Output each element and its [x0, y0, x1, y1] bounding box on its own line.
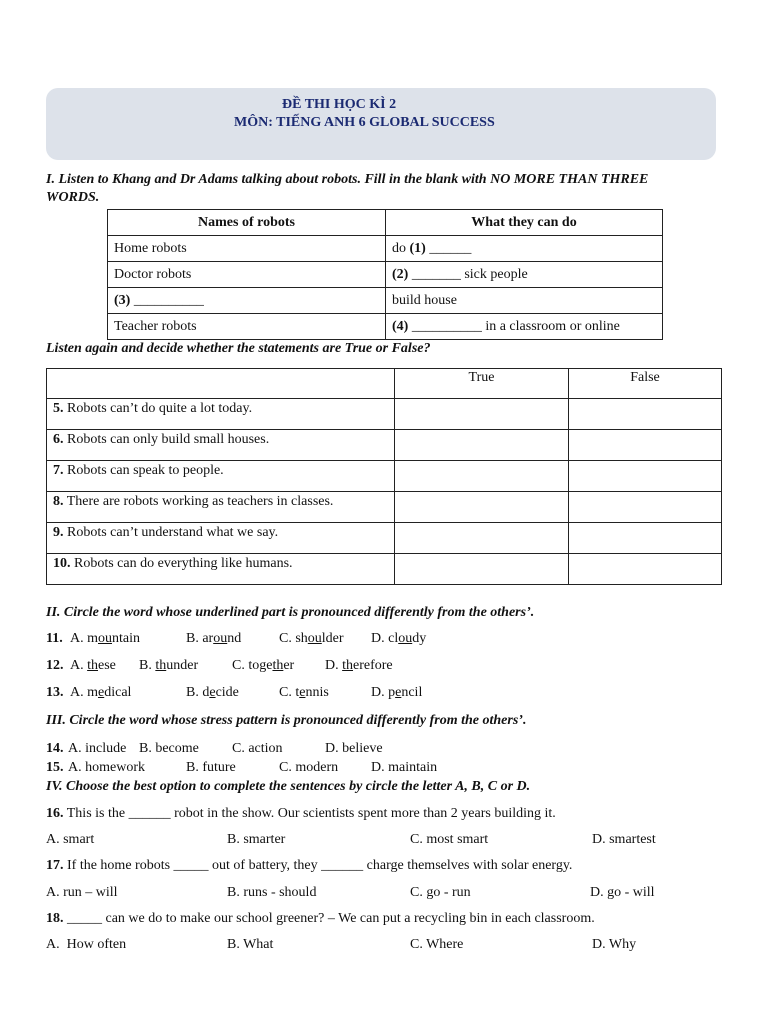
table-row [47, 399, 722, 430]
robot-ability: (2) _______ sick people [386, 262, 663, 288]
section1b-title: Listen again and decide whether the statements are True or False? [46, 341, 431, 356]
table-header: What they can do [386, 210, 663, 236]
q14-option-d[interactable]: D. believe [325, 741, 383, 756]
robots-table [107, 209, 663, 340]
q17-option-b[interactable]: B. runs - should [227, 885, 317, 900]
robot-ability: do (1) ______ [386, 236, 663, 262]
table-row [47, 554, 722, 585]
table-row [47, 523, 722, 554]
false-cell[interactable] [569, 461, 722, 492]
exam-header [46, 88, 716, 160]
q14-number: 14. [46, 741, 64, 756]
true-cell[interactable] [395, 399, 569, 430]
true-cell[interactable] [395, 554, 569, 585]
robot-name: Teacher robots [108, 314, 386, 340]
q18-option-a[interactable]: A. How often [46, 937, 127, 952]
statement: 7. Robots can speak to people. [47, 461, 395, 492]
robot-name: (3) __________ [108, 288, 386, 314]
table-row [47, 492, 722, 523]
q11-option-b[interactable]: B. around [186, 631, 242, 646]
q17-option-c[interactable]: C. go - run [410, 885, 471, 900]
q14-option-a[interactable]: A. include [68, 741, 127, 756]
q11-option-c[interactable]: C. shoulder [279, 631, 344, 646]
table-header: Names of robots [108, 210, 386, 236]
q17-option-a[interactable]: A. run – will [46, 885, 118, 900]
q15-option-d[interactable]: D. maintain [371, 760, 438, 775]
q12-number: 12. [46, 658, 64, 673]
q13-option-c[interactable]: C. tennis [279, 685, 329, 700]
q17-stem: 17. If the home robots _____ out of battery, they ______ charge themselves with solar energy. [46, 858, 573, 873]
true-false-table [46, 368, 722, 585]
robot-name: Doctor robots [108, 262, 386, 288]
false-cell[interactable] [569, 492, 722, 523]
q13-number: 13. [46, 685, 64, 700]
q14-option-b[interactable]: B. become [139, 741, 199, 756]
q15-option-a[interactable]: A. homework [68, 760, 145, 775]
q12-option-a[interactable]: A. these [70, 658, 116, 673]
q13-option-d[interactable]: D. pencil [371, 685, 423, 700]
false-cell[interactable] [569, 399, 722, 430]
exam-subject: MÔN: TIẾNG ANH 6 GLOBAL SUCCESS [234, 115, 495, 130]
q15-number: 15. [46, 760, 64, 775]
section4-title: IV. Choose the best option to complete the sentences by circle the letter A, B, C or D. [46, 779, 531, 794]
q13-option-b[interactable]: B. decide [186, 685, 239, 700]
q16-option-a[interactable]: A. smart [46, 832, 95, 847]
robot-ability: (4) __________ in a classroom or online [386, 314, 663, 340]
q16-option-d[interactable]: D. smartest [592, 832, 656, 847]
table-row [108, 236, 663, 262]
table-row [108, 314, 663, 340]
q18-option-b[interactable]: B. What [227, 937, 274, 952]
section1-title: I. Listen to Khang and Dr Adams talking about robots. Fill in the blank with NO MORE THAN THREE [46, 172, 649, 187]
table-header [47, 369, 395, 399]
true-cell[interactable] [395, 523, 569, 554]
true-cell[interactable] [395, 430, 569, 461]
table-row [108, 288, 663, 314]
q11-option-a[interactable]: A. mountain [70, 631, 140, 646]
q16-stem: 16. This is the ______ robot in the show. Our scientists spent more than 2 years building it. [46, 806, 556, 821]
section2-title: II. Circle the word whose underlined part is pronounced differently from the others’. [46, 605, 535, 620]
statement: 10. Robots can do everything like humans. [47, 554, 395, 585]
statement: 8. There are robots working as teachers in classes. [47, 492, 395, 523]
q18-stem: 18. _____ can we do to make our school greener? – We can put a recycling bin in each classroom. [46, 911, 595, 926]
false-cell[interactable] [569, 554, 722, 585]
statement: 5. Robots can’t do quite a lot today. [47, 399, 395, 430]
true-cell[interactable] [395, 492, 569, 523]
exam-title: ĐỀ THI HỌC KÌ 2 [282, 97, 397, 112]
q18-option-d[interactable]: D. Why [592, 937, 637, 952]
q13-option-a[interactable]: A. medical [70, 685, 132, 700]
robot-name: Home robots [108, 236, 386, 262]
robot-ability: build house [386, 288, 663, 314]
q12-option-c[interactable]: C. together [232, 658, 295, 673]
false-cell[interactable] [569, 523, 722, 554]
q15-option-b[interactable]: B. future [186, 760, 236, 775]
q18-option-c[interactable]: C. Where [410, 937, 464, 952]
q11-number: 11. [46, 631, 63, 646]
table-row [108, 262, 663, 288]
table-header-true: True [395, 369, 569, 399]
q14-option-c[interactable]: C. action [232, 741, 283, 756]
section3-title: III. Circle the word whose stress pattern is pronounced differently from the others’. [46, 713, 527, 728]
q16-option-c[interactable]: C. most smart [410, 832, 489, 847]
q16-option-b[interactable]: B. smarter [227, 832, 286, 847]
q12-option-b[interactable]: B. thunder [139, 658, 199, 673]
q15-option-c[interactable]: C. modern [279, 760, 339, 775]
q11-option-d[interactable]: D. cloudy [371, 631, 427, 646]
table-header-false: False [569, 369, 722, 399]
q12-option-d[interactable]: D. therefore [325, 658, 393, 673]
table-row [47, 461, 722, 492]
false-cell[interactable] [569, 430, 722, 461]
statement: 6. Robots can only build small houses. [47, 430, 395, 461]
true-cell[interactable] [395, 461, 569, 492]
section1-title-cont: WORDS. [46, 190, 100, 205]
statement: 9. Robots can’t understand what we say. [47, 523, 395, 554]
table-row [47, 430, 722, 461]
q17-option-d[interactable]: D. go - will [590, 885, 655, 900]
